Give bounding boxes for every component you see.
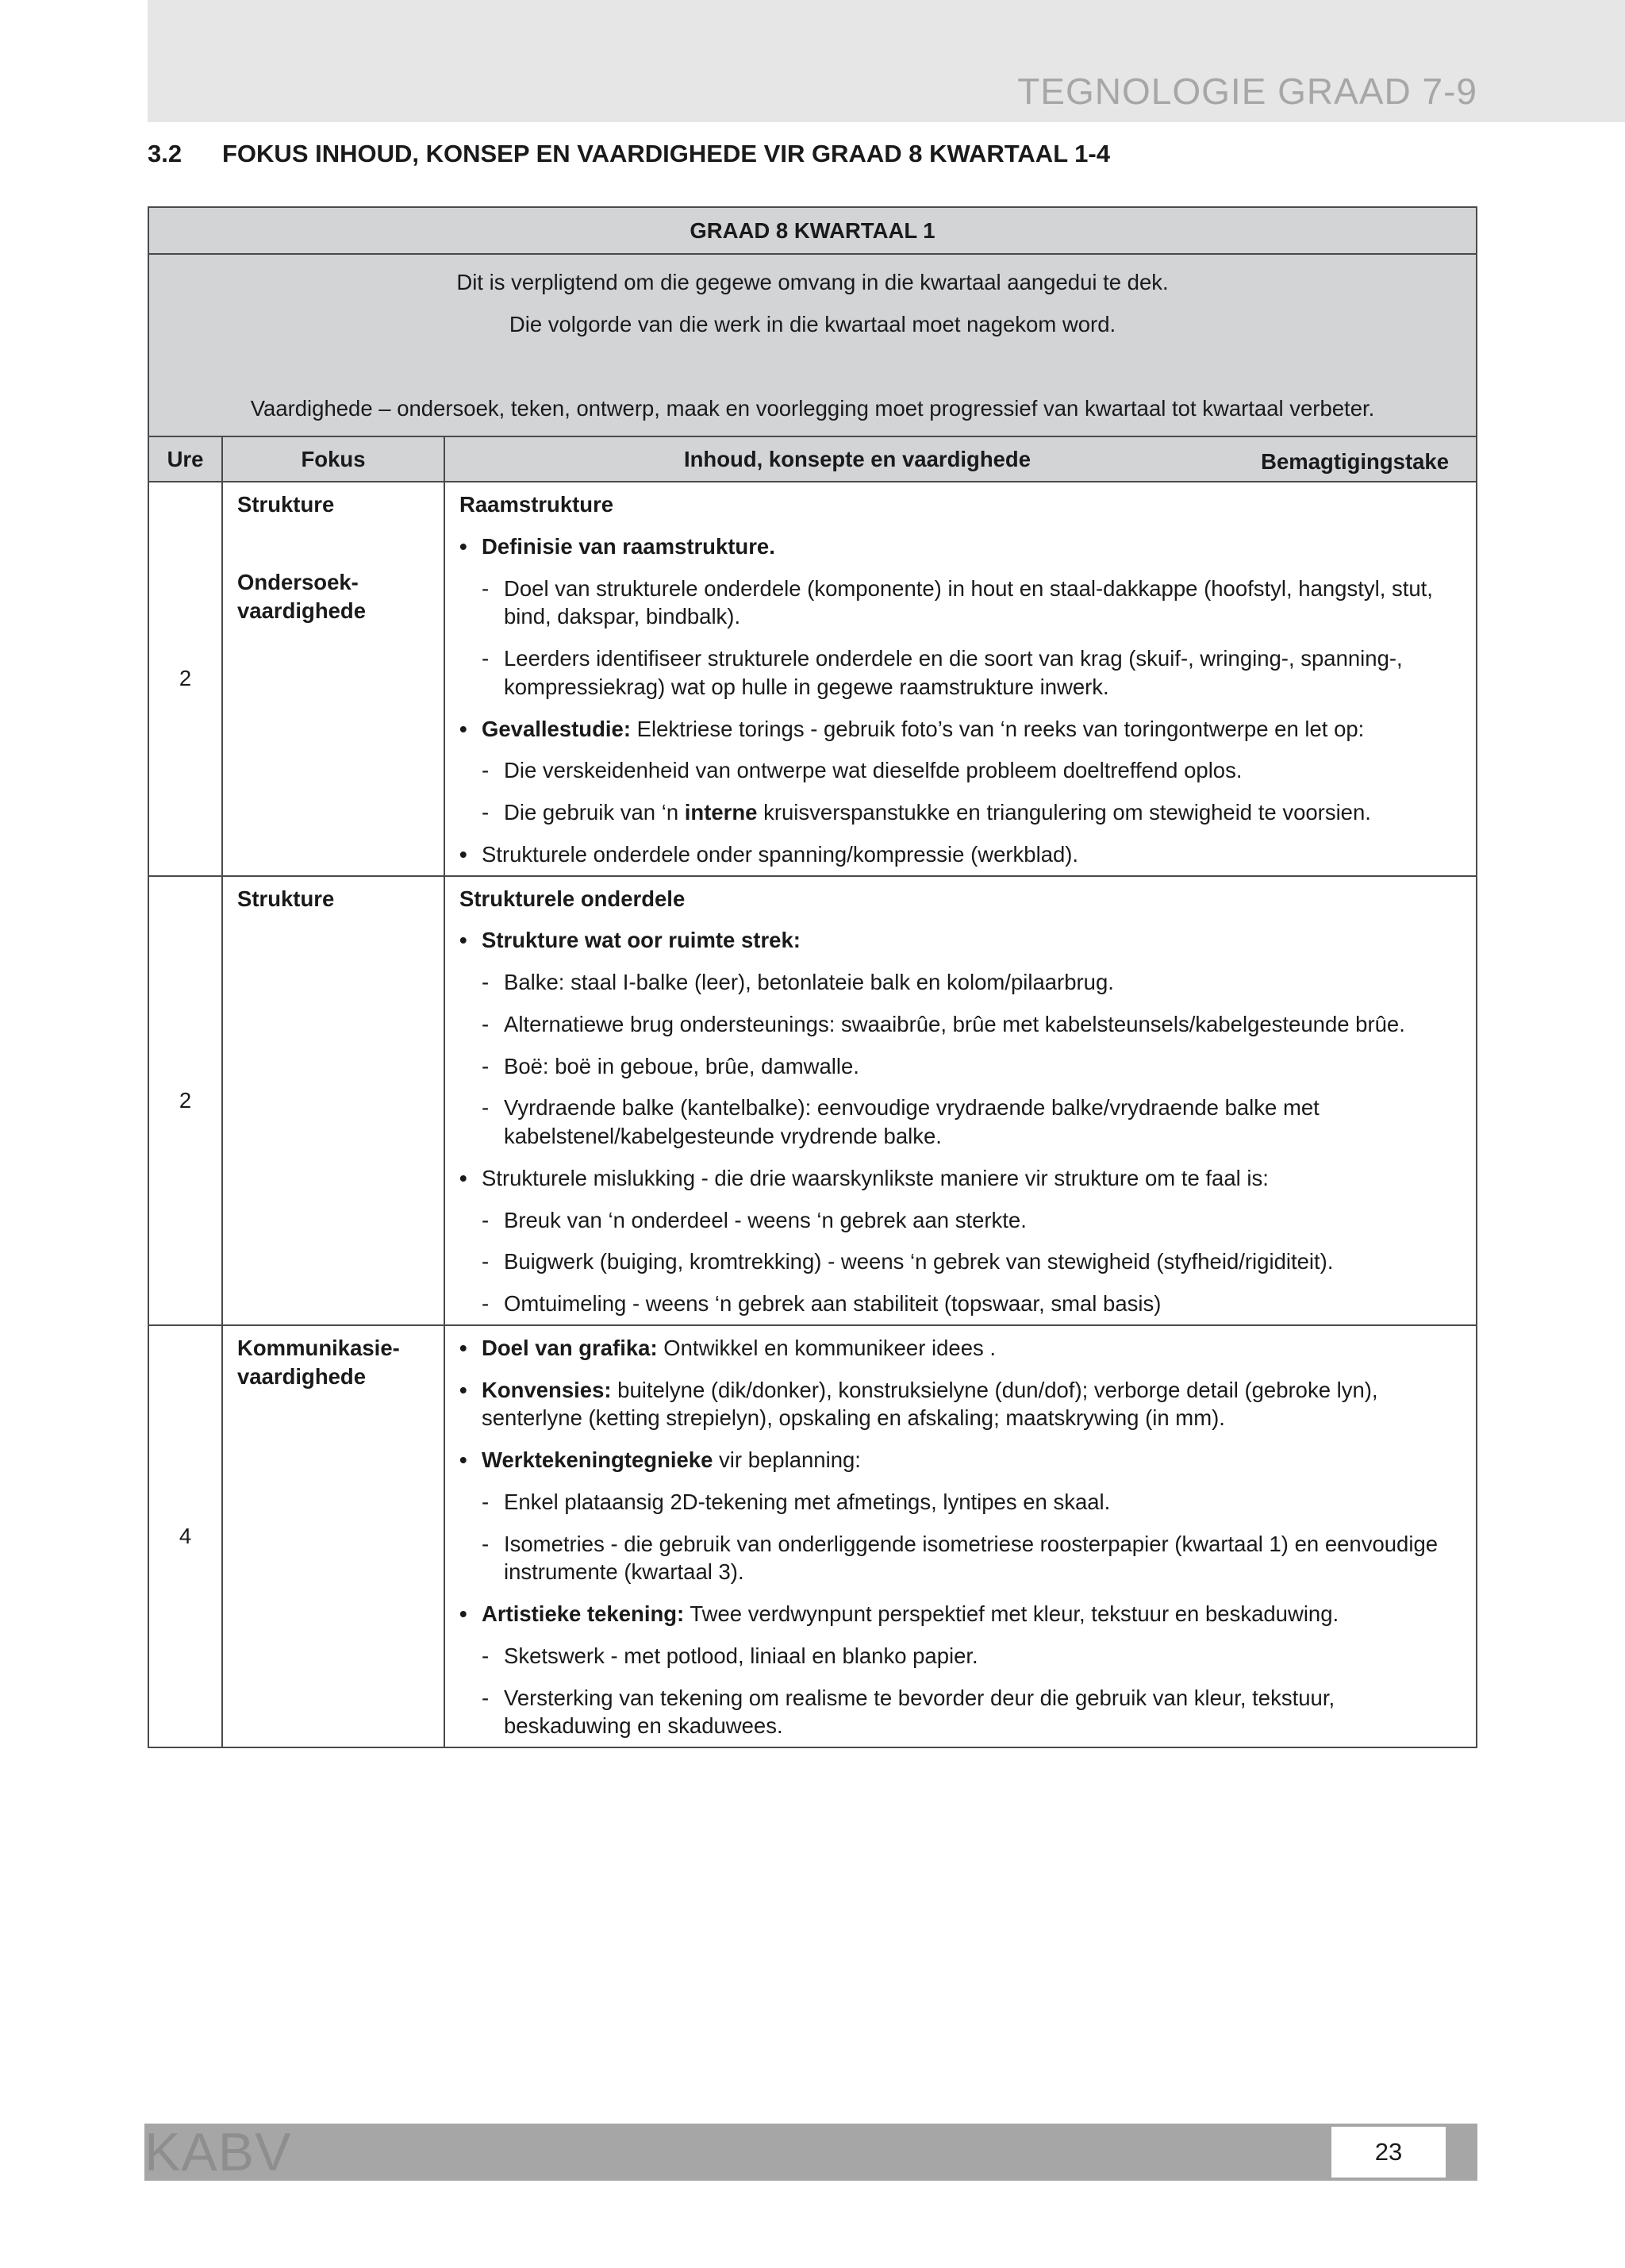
table-row: [148, 482, 1477, 876]
bullet-item: [459, 1600, 1454, 1628]
dash-item: [459, 1642, 1454, 1670]
line-text: Breuk van ‘n onderdeel - weens ‘n gebrek aan sterkte.: [504, 1207, 1027, 1232]
line-text: Elektriese torings - gebruik foto’s van ‘n reeks van toringontwerpe en let op:: [631, 716, 1365, 741]
fokus-label: Strukture: [237, 492, 335, 517]
line-text: Omtuimeling - weens ‘n gebrek aan stabiliteit (topswaar, smal basis): [504, 1291, 1162, 1316]
bullet-item: [459, 1334, 1454, 1363]
curriculum-table: [148, 206, 1477, 1748]
ure-cell: 2: [148, 876, 222, 1325]
intro-line: Dit is verpligtend om die gegewe omvang in die kwartaal aangedui te dek.: [456, 270, 1169, 294]
intro-line: Die volgorde van die werk in die kwartaal moet nagekom word.: [509, 312, 1116, 336]
dash-item: [459, 1094, 1454, 1151]
line-bold-text: Definisie van raamstrukture.: [482, 533, 775, 559]
bullet-item: [459, 715, 1454, 744]
bullet-item: [459, 840, 1454, 869]
dash-item: [459, 1488, 1454, 1516]
line-text: Doel van strukturele onderdele (komponente) in hout en staal-dakkappe (hoofstyl, hangstyl, stut, bind, dakspar, bindbalk).: [504, 575, 1433, 629]
footer-bar: [144, 2124, 1477, 2181]
ure-cell: 2: [148, 482, 222, 876]
line-text: Leerders identifiseer strukturele onderdele en die soort van krag (skuif-, wringing-, spanning-, kompressiekrag) wat op hulle in gegewe raamstrukture inwerk.: [504, 646, 1403, 699]
line-text: Raamstrukture: [459, 492, 614, 517]
bemagtiging-label: Bemagtigingstake: [1261, 449, 1449, 474]
content-heading: [459, 490, 1454, 519]
line-text: Sketswerk - met potlood, liniaal en blanko papier.: [504, 1643, 978, 1668]
column-header-fokus: Fokus: [222, 436, 444, 482]
section-heading: [148, 140, 1481, 168]
line-text: Die verskeidenheid van ontwerpe wat dieselfde probleem doeltreffend oplos.: [504, 758, 1243, 783]
line-bold-text: interne: [684, 800, 758, 825]
intro-spacer: [157, 345, 1468, 387]
line-text: kruisverspanstukke en triangulering om stewigheid te voorsien.: [757, 800, 1371, 825]
dash-item: [459, 1010, 1454, 1039]
bullet-item: [459, 1376, 1454, 1433]
dash-item: [459, 575, 1454, 632]
dash-item: [459, 1052, 1454, 1081]
table-row: [148, 1325, 1477, 1747]
line-text: Isometries - die gebruik van onderliggende isometriese roosterpapier (kwartaal 1) en eenvoudige instrumente (kwartaal 3).: [504, 1531, 1439, 1585]
column-header-inhoud: [444, 436, 1477, 482]
inhoud-cell: [444, 1325, 1477, 1747]
column-header-ure: Ure: [148, 436, 222, 482]
dash-item: [459, 644, 1454, 702]
section-number: 3.2: [148, 140, 182, 167]
table-row: [148, 876, 1477, 1325]
intro-line: Vaardighede – ondersoek, teken, ontwerp, maak en voorlegging moet progressief van kwartaal tot kwartaal verbeter.: [250, 396, 1375, 421]
page-number: 23: [1331, 2127, 1446, 2178]
inhoud-label: Inhoud, konsepte en vaardighede: [683, 446, 1031, 471]
line-text: vir beplanning:: [713, 1447, 861, 1472]
inhoud-cell: [444, 482, 1477, 876]
line-bold-text: Strukture wat oor ruimte strek:: [482, 928, 801, 953]
table-title: GRAAD 8 KWARTAAL 1: [148, 207, 1477, 254]
line-text: Strukturele mislukking - die drie waarskynlikste maniere vir strukture om te faal is:: [482, 1165, 1269, 1190]
dash-item: [459, 1684, 1454, 1741]
running-header-title: TEGNOLOGIE GRAAD 7-9: [1017, 71, 1477, 112]
table-intro: [148, 254, 1477, 436]
line-text: Buigwerk (buiging, kromtrekking) - weens ‘n gebrek van stewigheid (styfheid/rigiditeit).: [504, 1249, 1334, 1274]
fokus-label: Strukture: [237, 886, 335, 911]
line-bold-text: Doel van grafika:: [482, 1335, 658, 1360]
fokus-cell: [222, 1325, 444, 1747]
line-text: Ontwikkel en kommunikeer idees .: [657, 1335, 997, 1360]
line-text: Boë: boë in geboue, brûe, damwalle.: [504, 1053, 859, 1078]
line-text: buitelyne (dik/donker), konstruksielyne (dun/dof); verborge detail (gebroke lyn), senterlyne (ketting strepielyn), opskaling en afskaling; maatskrywing (in mm).: [482, 1377, 1378, 1431]
line-text: Strukturele onderdele onder spanning/kompressie (werkblad).: [482, 841, 1079, 867]
bullet-item: [459, 1446, 1454, 1474]
fokus-cell: [222, 482, 444, 876]
bullet-item: [459, 926, 1454, 955]
dash-item: [459, 1206, 1454, 1235]
ure-cell: 4: [148, 1325, 222, 1747]
bullet-item: [459, 1164, 1454, 1193]
line-text: Balke: staal I-balke (leer), betonlateie balk en kolom/pilaarbrug.: [504, 970, 1114, 994]
dash-item: [459, 798, 1454, 827]
table-body: [148, 482, 1477, 1747]
line-text: Strukturele onderdele: [459, 886, 686, 911]
dash-item: [459, 968, 1454, 997]
fokus-cell: [222, 876, 444, 1325]
line-bold-text: Gevallestudie:: [482, 716, 631, 741]
line-text: Vyrdraende balke (kantelbalke): eenvoudige vrydraende balke/vrydraende balke met kabelstenel/kabelgesteunde vrydrende balke.: [504, 1095, 1320, 1148]
line-text: Versterking van tekening om realisme te bevorder deur die gebruik van kleur, tekstuur, beskaduwing en skaduwees.: [504, 1685, 1335, 1739]
dash-item: [459, 1530, 1454, 1587]
line-text: Alternatiewe brug ondersteunings: swaaibrûe, brûe met kabelsteunsels/kabelgesteunde brûe.: [504, 1011, 1405, 1036]
content-heading: [459, 885, 1454, 913]
line-text: Twee verdwynpunt perspektief met kleur, tekstuur en beskaduwing.: [684, 1601, 1339, 1626]
fokus-label: Kommunikasie- vaardighede: [237, 1335, 400, 1389]
dash-item: [459, 756, 1454, 785]
fokus-label: Ondersoek- vaardighede: [237, 569, 367, 623]
footer-brand: KABV: [144, 2122, 292, 2182]
section-title: FOKUS INHOUD, KONSEP EN VAARDIGHEDE VIR GRAAD 8 KWARTAAL 1-4: [222, 140, 1110, 167]
dash-item: [459, 1247, 1454, 1276]
bullet-item: [459, 532, 1454, 561]
line-bold-text: Konvensies:: [482, 1377, 612, 1402]
line-bold-text: Werktekeningtegnieke: [482, 1447, 713, 1472]
inhoud-cell: [444, 876, 1477, 1325]
line-text: Die gebruik van ‘n: [504, 800, 685, 825]
line-text: Enkel plataansig 2D-tekening met afmetings, lyntipes en skaal.: [504, 1489, 1111, 1514]
line-bold-text: Artistieke tekening:: [482, 1601, 685, 1626]
dash-item: [459, 1290, 1454, 1318]
